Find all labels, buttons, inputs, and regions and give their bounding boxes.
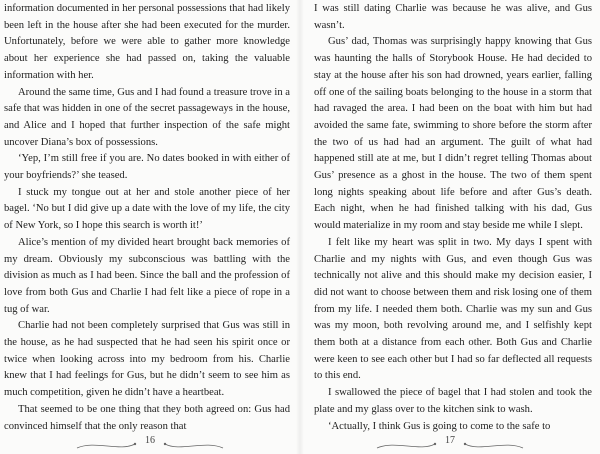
left-paragraph-6: Charlie had not been completely surprised that Gus was still in the house, as he had suspected that he had seen his spirit once or twice when looking across into my bedroom from his. Charlie knew that I had feelings for Gus, but he didn’t seem to see him as much competition, given he didn’t have a heartbeat. bbox=[4, 320, 290, 399]
left-paragraph-3: ‘Yep, I’m still free if you are. No dates booked in with either of your boyfriends?’ she teased. bbox=[4, 153, 290, 182]
right-page bbox=[300, 0, 600, 454]
left-paragraph-4: I stuck my tongue out at her and stole another piece of her bagel. ‘No but I did give up a date with the love of my life, the city of New York, so I hope this search is worth it!’ bbox=[4, 186, 290, 232]
left-folio bbox=[0, 432, 300, 454]
book-gutter bbox=[296, 0, 304, 454]
left-paragraph-2: Around the same time, Gus and I had found a treasure trove in a safe that was hidden in one of the secret passageways in the house, and Alice and I hoped that further inspection of the safe might uncover Diana’s box of possessions. bbox=[4, 86, 290, 148]
right-paragraph-2: Gus’ dad, Thomas was surprisingly happy knowing that Gus was haunting the halls of Storybook House. He had decided to stay at the house after his son had drowned, years earlier, falling off one of the sailing boats belonging to the house in a storm that had ravaged the area. I had been on the boat with him but had avoided the same fate, swimming to shore before the storm after the two of us had had an argument. The guilt of what had happened still ate at me, but I didn’t regret telling Thomas about Gus’ presence as a ghost in the house. The two of them spent long nights speaking about life before and after Gus’s death. Each night, when he had finished talking with his dad, Gus would materialize in my room and stay beside me while I slept. bbox=[314, 36, 592, 232]
page-number: 16 bbox=[145, 434, 155, 446]
right-paragraph-4: I swallowed the piece of bagel that I had stolen and took the plate and my glass over to the kitchen sink to wash. bbox=[314, 387, 592, 415]
right-paragraph-5: ‘Actually, I think Gus is going to come to the safe to bbox=[328, 420, 551, 432]
right-paragraph-3: I felt like my heart was split in two. My days I spent with Charlie and my nights with Gus, and even though Gus was technically not alive and this should make my decision easier, I did not want to choose between them and risk losing one of them from my life. I needed them both. Charlie was my sun and Gus was my moon, both revolving around me, and I selfishly kept them both at a distance from each other. Both Gus and Charlie were keen to see each other but I had so far deflected all requests to this end. bbox=[314, 236, 592, 382]
right-folio bbox=[300, 432, 600, 454]
page-number: 17 bbox=[445, 434, 455, 446]
left-paragraph-5: Alice’s mention of my divided heart brought back memories of my dream. Obviously my subconscious was battling with the division as much as I had been. Since the ball and the profession of love from both Gus and Charlie I had felt like a piece of rope in a tug of war. bbox=[4, 236, 290, 315]
right-paragraph-1: I was still dating Charlie was because he was alive, and Gus wasn’t. bbox=[314, 3, 592, 31]
left-paragraph-7: That seemed to be one thing that they both agreed on: Gus had convinced himself that the only reason that bbox=[4, 403, 290, 432]
left-paragraph-1: information documented in her personal possessions that had likely been left in the house after she had been executed for the murder. Unfortunately, before we were able to gather more knowledge about her experience she had passed on, taking the valuable information with her. bbox=[4, 3, 290, 81]
